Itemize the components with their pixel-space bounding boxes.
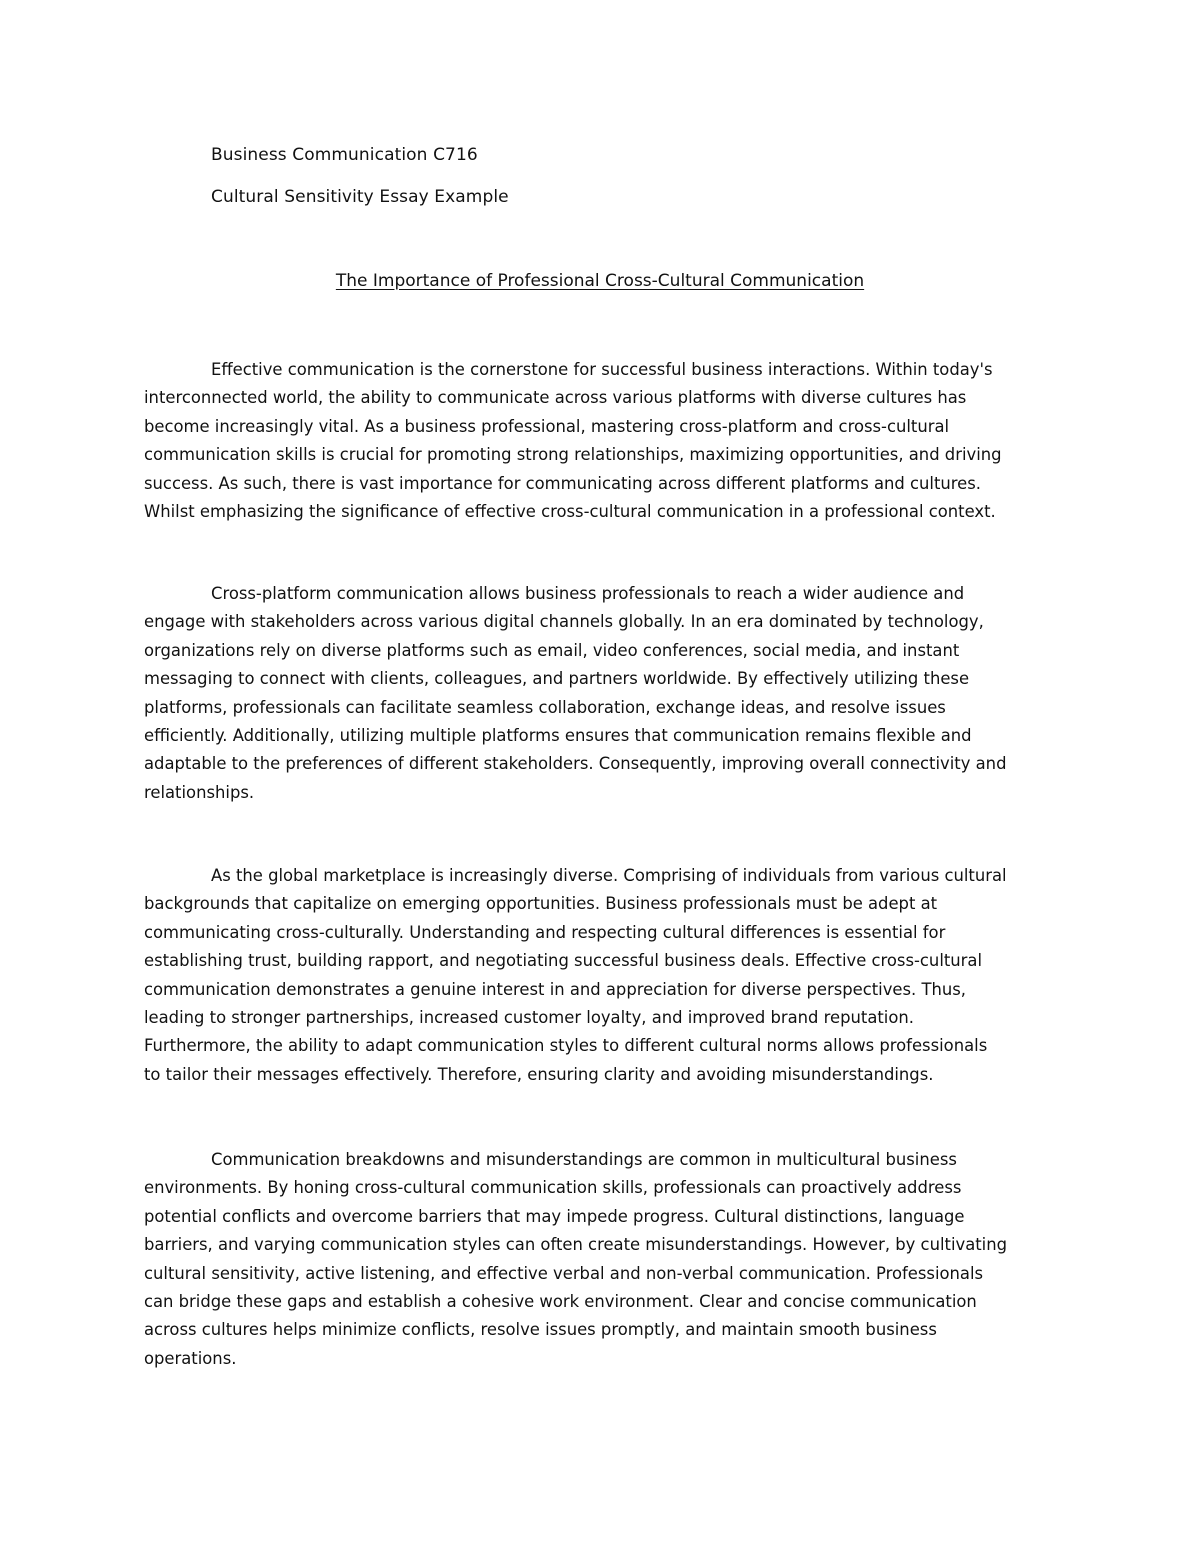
paragraph-line: Effective communication is the cornerstone for successful business interactions. Within today's bbox=[211, 360, 993, 379]
paragraph-line: messaging to connect with clients, colleagues, and partners worldwide. By effectively utilizing these bbox=[144, 669, 970, 689]
paragraph-line: communicating cross-culturally. Understanding and respecting cultural differences is essential for bbox=[144, 922, 946, 942]
paragraph-line: efficiently. Additionally, utilizing multiple platforms ensures that communication remains flexible and bbox=[144, 725, 972, 745]
document-subtitle: Cultural Sensitivity Essay Example bbox=[211, 187, 509, 207]
paragraph-line: across cultures helps minimize conflicts, resolve issues promptly, and maintain smooth business bbox=[144, 1320, 937, 1340]
paragraph-line: Cross-platform communication allows business professionals to reach a wider audience and bbox=[211, 584, 965, 603]
paragraph-line: backgrounds that capitalize on emerging opportunities. Business professionals must be adept at bbox=[144, 894, 938, 914]
paragraph-line: organizations rely on diverse platforms such as email, video conferences, social media, and instant bbox=[144, 640, 960, 660]
paragraph-line: success. As such, there is vast importance for communicating across different platforms and cultures. bbox=[144, 473, 981, 493]
paragraph-line: platforms, professionals can facilitate seamless collaboration, exchange ideas, and resolve issues bbox=[144, 697, 946, 717]
paragraph-line: Communication breakdowns and misunderstandings are common in multicultural business bbox=[211, 1150, 957, 1169]
essay-paragraph-4 bbox=[144, 1146, 1056, 1373]
course-title: Business Communication C716 bbox=[211, 145, 478, 165]
paragraph-line: environments. By honing cross-cultural communication skills, professionals can proactively address bbox=[144, 1178, 962, 1198]
paragraph-line: barriers, and varying communication styles can often create misunderstandings. However, by cultivating bbox=[144, 1235, 1008, 1255]
paragraph-line: As the global marketplace is increasingly diverse. Comprising of individuals from various cultural bbox=[211, 866, 1007, 885]
paragraph-line: relationships. bbox=[144, 782, 255, 802]
paragraph-line: become increasingly vital. As a business professional, mastering cross-platform and cross-cultural bbox=[144, 416, 950, 436]
essay-paragraph-1 bbox=[144, 356, 1056, 526]
paragraph-line: engage with stakeholders across various digital channels globally. In an era dominated by technology, bbox=[144, 612, 984, 632]
essay-paragraph-2 bbox=[144, 580, 1056, 807]
paragraph-line: leading to stronger partnerships, increased customer loyalty, and improved brand reputation. bbox=[144, 1007, 914, 1027]
paragraph-line: to tailor their messages effectively. Therefore, ensuring clarity and avoiding misunderstandings. bbox=[144, 1064, 934, 1084]
paragraph-line: communication demonstrates a genuine interest in and appreciation for diverse perspectives. Thus, bbox=[144, 979, 967, 999]
essay-title: The Importance of Professional Cross-Cultural Communication bbox=[335, 271, 865, 291]
essay-paragraph-3 bbox=[144, 862, 1056, 1089]
paragraph-line: operations. bbox=[144, 1348, 237, 1368]
paragraph-line: establishing trust, building rapport, and negotiating successful business deals. Effective cross-cultural bbox=[144, 951, 983, 971]
paragraph-line: adaptable to the preferences of different stakeholders. Consequently, improving overall connectivity and bbox=[144, 754, 1007, 774]
paragraph-line: communication skills is crucial for promoting strong relationships, maximizing opportunities, and driving bbox=[144, 445, 1002, 465]
paragraph-line: Whilst emphasizing the significance of effective cross-cultural communication in a professional context. bbox=[144, 501, 996, 521]
paragraph-line: interconnected world, the ability to communicate across various platforms with diverse cultures has bbox=[144, 388, 967, 408]
paragraph-line: can bridge these gaps and establish a cohesive work environment. Clear and concise communication bbox=[144, 1291, 977, 1311]
paragraph-line: cultural sensitivity, active listening, and effective verbal and non-verbal communication. Professionals bbox=[144, 1263, 984, 1283]
paragraph-line: Furthermore, the ability to adapt communication styles to different cultural norms allows professionals bbox=[144, 1036, 988, 1056]
paragraph-line: potential conflicts and overcome barriers that may impede progress. Cultural distinctions, language bbox=[144, 1206, 965, 1226]
